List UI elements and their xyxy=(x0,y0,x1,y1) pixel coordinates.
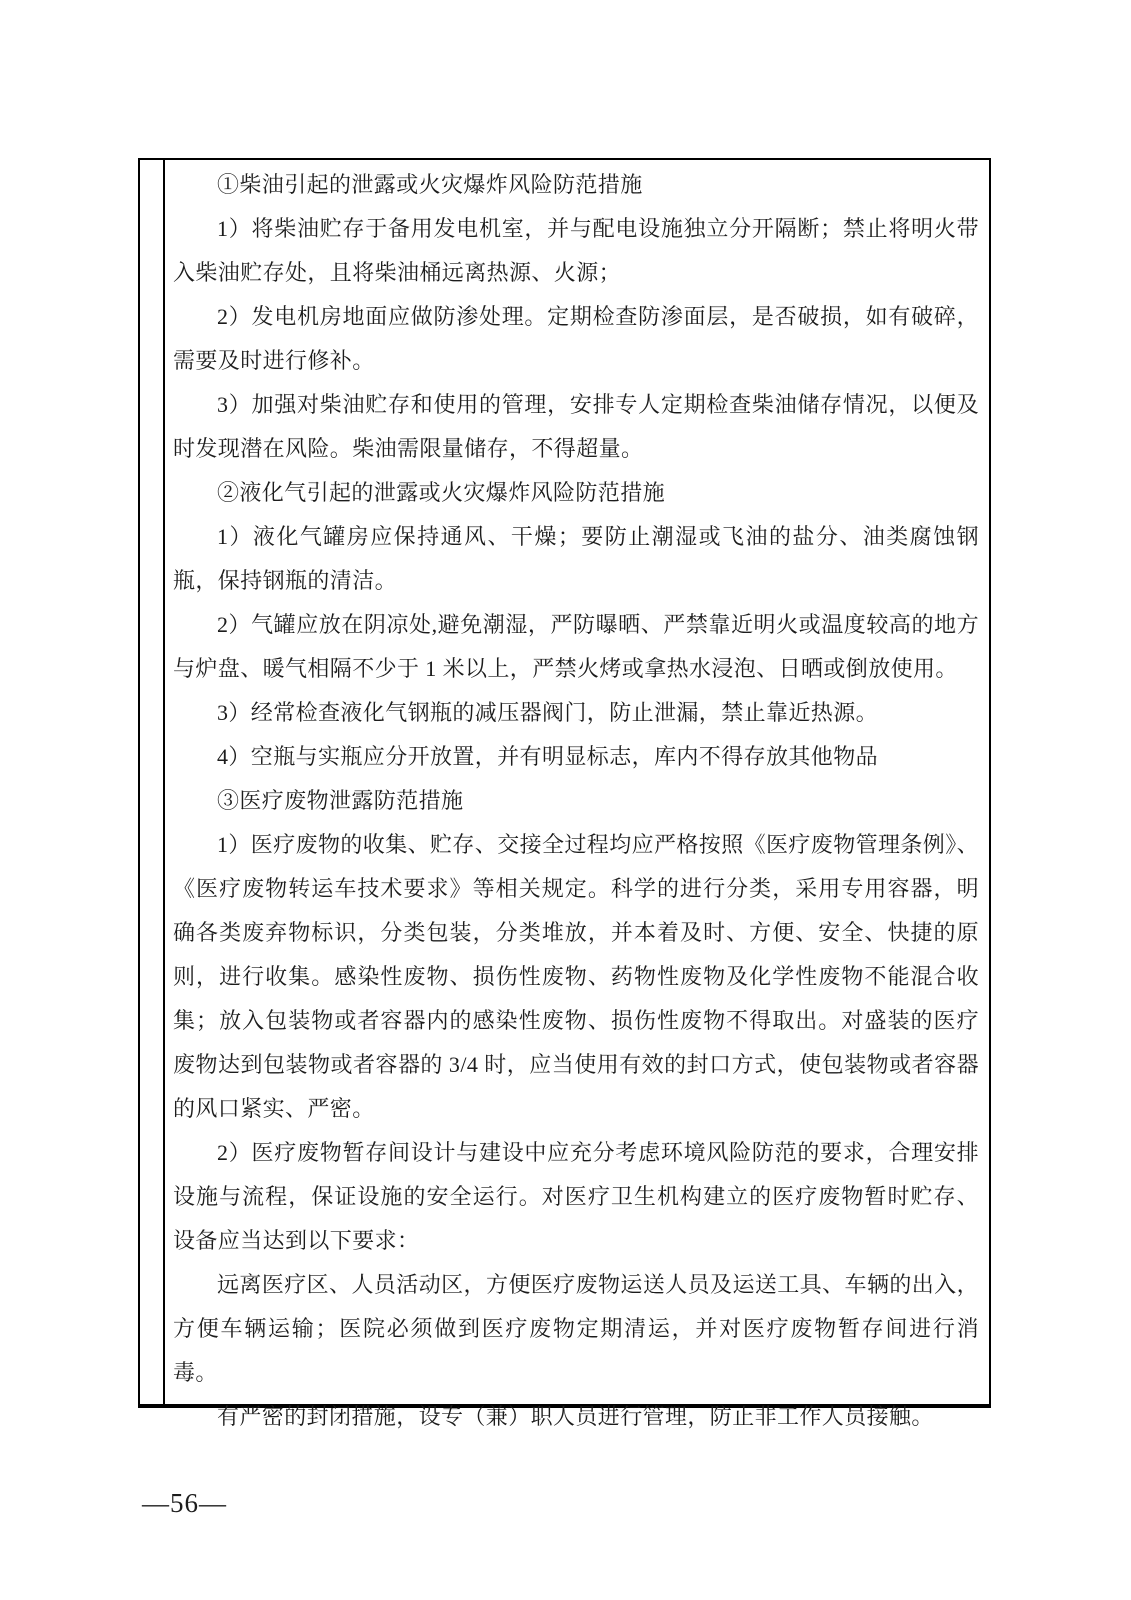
paragraph: 2）气罐应放在阴凉处,避免潮湿，严防曝晒、严禁靠近明火或温度较高的地方与炉盘、暖气相隔不少于 1 米以上，严禁火烤或拿热水浸泡、日晒或倒放使用。 xyxy=(173,612,979,681)
paragraph: 有严密的封闭措施，设专（兼）职人员进行管理，防止非工作人员接触。 xyxy=(217,1404,934,1429)
paragraph: 2）医疗废物暂存间设计与建设中应充分考虑环境风险防范的要求，合理安排设施与流程，保证设施的安全运行。对医疗卫生机构建立的医疗废物暂时贮存、设备应当达到以下要求： xyxy=(173,1140,979,1253)
paragraph-heading-lpg: ②液化气引起的泄露或火灾爆炸风险防范措施 xyxy=(217,480,666,505)
paragraph: 2）发电机房地面应做防渗处理。定期检查防渗面层，是否破损，如有破碎，需要及时进行修补。 xyxy=(173,304,979,373)
paragraph: 1）将柴油贮存于备用发电机室，并与配电设施独立分开隔断；禁止将明火带入柴油贮存处，且将柴油桶远离热源、火源； xyxy=(173,216,979,285)
paragraph-heading-diesel: ①柴油引起的泄露或火灾爆炸风险防范措施 xyxy=(217,172,643,197)
paragraph: 1）医疗废物的收集、贮存、交接全过程均应严格按照《医疗废物管理条例》、《医疗废物转运车技术要求》等相关规定。科学的进行分类，采用专用容器，明确各类废弃物标识，分类包装，分类堆放，并本着及时、方便、安全、快捷的原则，进行收集。感染性废物、损伤性废物、药物性废物及化学性废物不能混合收集；放入包装物或者容器内的感染性废物、损伤性废物不得取出。对盛装的医疗废物达到包装物或者容器的 3/4 时，应当使用有效的封口方式，使包装物或者容器的风口紧实、严密。 xyxy=(173,832,980,1121)
document-table xyxy=(138,158,991,1429)
page-number: —56— xyxy=(142,1488,227,1518)
table-stub-column xyxy=(140,160,165,1404)
paragraph-heading-medical-waste: ③医疗废物泄露防范措施 xyxy=(217,788,464,813)
paragraph: 1）液化气罐房应保持通风、干燥；要防止潮湿或飞油的盐分、油类腐蚀钢瓶，保持钢瓶的清洁。 xyxy=(173,524,979,593)
paragraph: 3）经常检查液化气钢瓶的减压器阀门，防止泄漏，禁止靠近热源。 xyxy=(217,700,879,725)
table-content-cell xyxy=(165,160,989,1429)
paragraph: 远离医疗区、人员活动区，方便医疗废物运送人员及运送工具、车辆的出入，方便车辆运输；医院必须做到医疗废物定期清运，并对医疗废物暂存间进行消毒。 xyxy=(173,1272,979,1385)
paragraph: 3）加强对柴油贮存和使用的管理，安排专人定期检查柴油储存情况，以便及时发现潜在风险。柴油需限量储存，不得超量。 xyxy=(173,392,979,461)
paragraph: 4）空瓶与实瓶应分开放置，并有明显标志，库内不得存放其他物品 xyxy=(217,744,879,769)
